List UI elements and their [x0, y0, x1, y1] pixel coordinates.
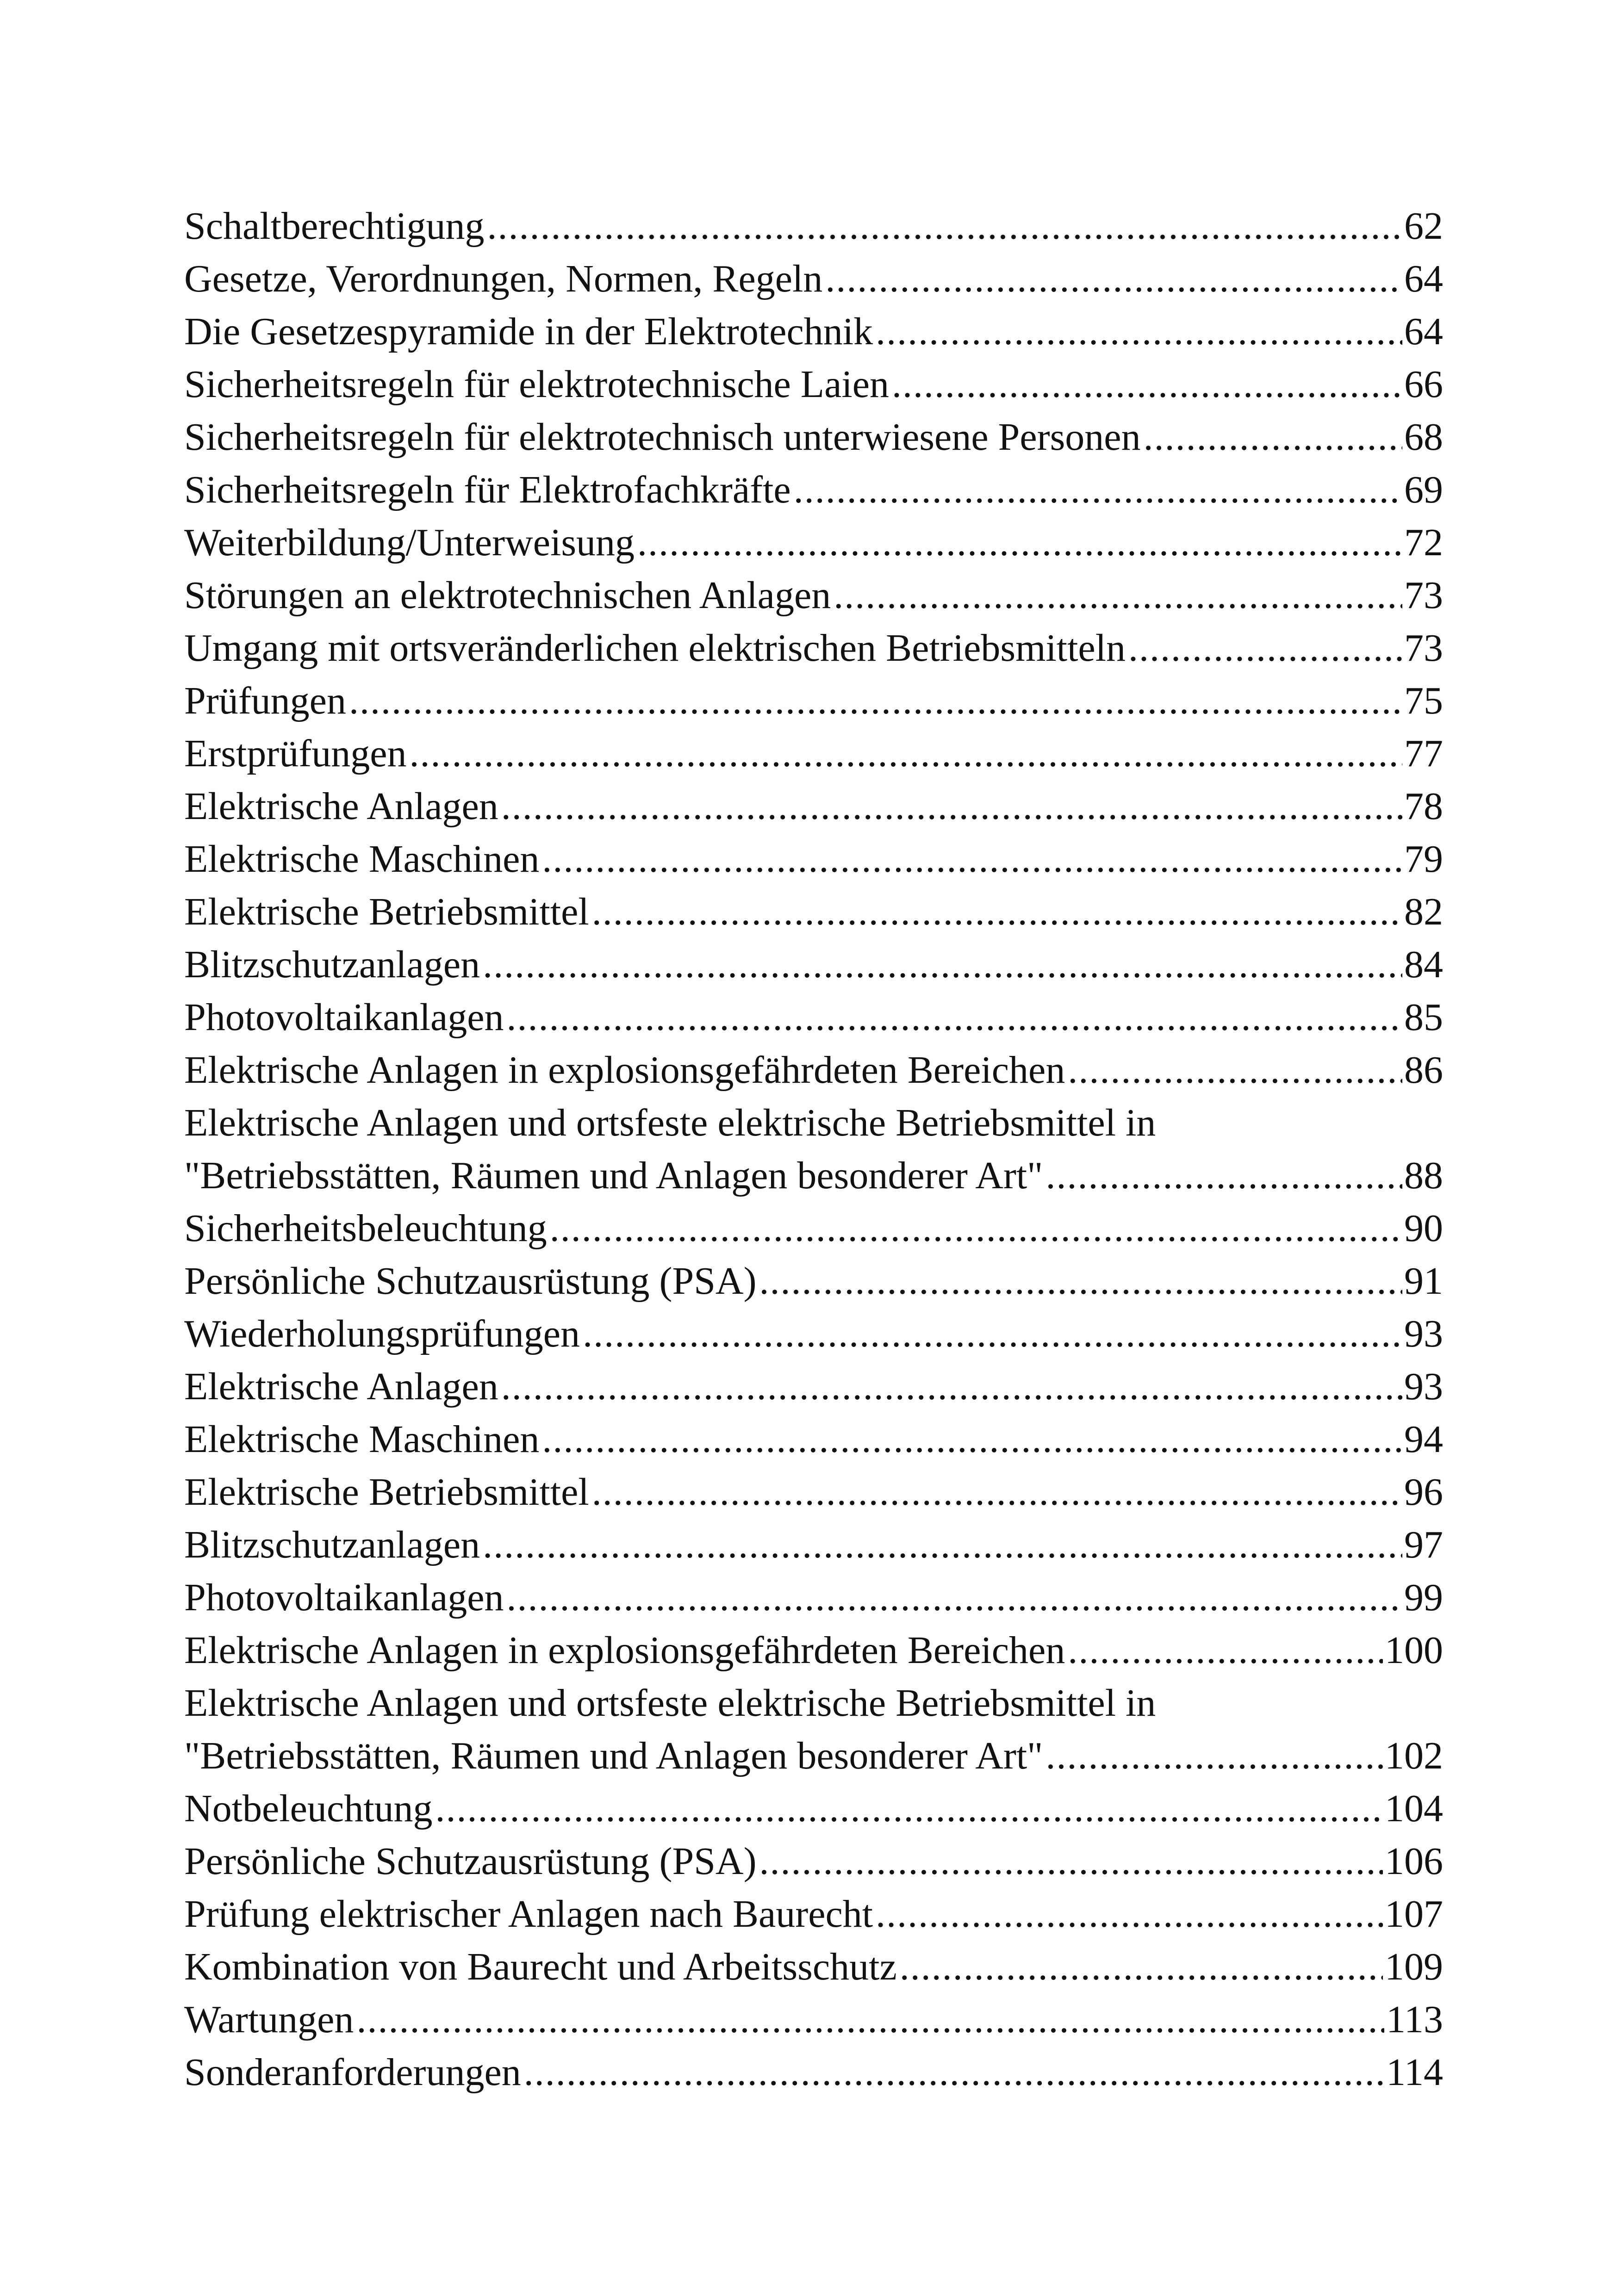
dot-leader [349, 675, 1402, 727]
toc-entry[interactable] [184, 1782, 1443, 1835]
toc-entry-title: "Betriebsstätten, Räumen und Anlagen besonderer Art" [184, 1154, 1043, 1197]
toc-entry[interactable] [184, 1097, 1443, 1202]
toc-entry-title: Elektrische Maschinen [184, 838, 540, 881]
dot-leader [825, 253, 1402, 305]
toc-entry-line [184, 727, 1443, 780]
toc-entry-line [184, 1835, 1443, 1888]
toc-entry-line [184, 411, 1443, 464]
toc-entry[interactable] [184, 1044, 1443, 1097]
toc-entry-title: Weiterbildung/Unterweisung [184, 521, 635, 564]
toc-entry-line [184, 358, 1443, 411]
toc-entry-title: Elektrische Anlagen in explosionsgefährdeten Bereichen [184, 1629, 1065, 1672]
toc-entry-page-number: 90 [1404, 1207, 1443, 1250]
toc-entry-line [184, 569, 1443, 622]
toc-entry-title: Sonderanforderungen [184, 2051, 521, 2094]
toc-entry-line [184, 1255, 1443, 1308]
toc-entry-title: Sicherheitsbeleuchtung [184, 1207, 547, 1250]
dot-leader [356, 1993, 1384, 2046]
dot-leader [759, 1835, 1383, 1888]
toc-entry-page-number: 96 [1404, 1471, 1443, 1514]
toc-entry-line [184, 305, 1443, 358]
dot-leader [501, 780, 1402, 833]
toc-entry-page-number: 94 [1404, 1418, 1443, 1461]
toc-entry-page-number: 73 [1404, 574, 1443, 617]
toc-entry[interactable] [184, 1888, 1443, 1941]
toc-entry-line [184, 780, 1443, 833]
toc-entry-page-number: 88 [1404, 1154, 1443, 1197]
toc-entry-page-number: 73 [1404, 627, 1443, 670]
dot-leader [834, 569, 1402, 622]
toc-entry-title: Persönliche Schutzausrüstung (PSA) [184, 1260, 757, 1303]
toc-entry-page-number: 91 [1404, 1260, 1443, 1303]
toc-entry-title: Sicherheitsregeln für Elektrofachkräfte [184, 468, 791, 511]
toc-entry-title: Prüfung elektrischer Anlagen nach Baurecht [184, 1893, 873, 1936]
toc-entry-line [184, 1624, 1443, 1677]
toc-entry-title: Gesetze, Verordnungen, Normen, Regeln [184, 257, 823, 300]
toc-entry-page-number: 68 [1404, 416, 1443, 459]
toc-entry-line [184, 833, 1443, 886]
toc-entry-line [184, 1730, 1443, 1782]
toc-entry-line [184, 1519, 1443, 1571]
toc-entry[interactable] [184, 1413, 1443, 1466]
toc-entry-page-number: 77 [1404, 732, 1443, 775]
toc-entry-page-number: 82 [1404, 890, 1443, 933]
dot-leader [501, 1360, 1402, 1413]
toc-entry-title: Sicherheitsregeln für elektrotechnisch unterwiesene Personen [184, 416, 1141, 459]
toc-entry[interactable] [184, 1308, 1443, 1360]
toc-entry[interactable] [184, 1624, 1443, 1677]
toc-entry[interactable] [184, 2046, 1443, 2099]
dot-leader [542, 1413, 1402, 1466]
toc-entry-page-number: 106 [1385, 1840, 1443, 1883]
toc-entry-line [184, 1888, 1443, 1941]
toc-entry-line [184, 516, 1443, 569]
toc-entry-title: Elektrische Anlagen [184, 785, 498, 828]
toc-entry[interactable] [184, 1677, 1443, 1782]
dot-leader [524, 2046, 1384, 2099]
toc-entry-page-number: 113 [1386, 1998, 1443, 2041]
dot-leader [507, 1571, 1402, 1624]
toc-entry-title: Persönliche Schutzausrüstung (PSA) [184, 1840, 757, 1883]
dot-leader [483, 938, 1402, 991]
toc-entry-title: Störungen an elektrotechnischen Anlagen [184, 574, 831, 617]
toc-entry-title: Prüfungen [184, 679, 346, 722]
toc-entry-title: "Betriebsstätten, Räumen und Anlagen besonderer Art" [184, 1734, 1043, 1777]
toc-entry-line [184, 1571, 1443, 1624]
toc-entry-line [184, 675, 1443, 727]
toc-entry-page-number: 99 [1404, 1576, 1443, 1619]
toc-entry-page-number: 69 [1404, 468, 1443, 511]
dot-leader [1045, 1149, 1402, 1202]
dot-leader [592, 886, 1402, 938]
dot-leader [759, 1255, 1402, 1308]
toc-entry-line [184, 1941, 1443, 1993]
dot-leader [1144, 411, 1402, 464]
dot-leader [876, 1888, 1383, 1941]
toc-entry-title: Blitzschutzanlagen [184, 1523, 480, 1566]
toc-entry-page-number: 78 [1404, 785, 1443, 828]
toc-entry-page-number: 85 [1404, 996, 1443, 1039]
toc-entry-title: Elektrische Betriebsmittel [184, 1471, 589, 1514]
toc-entry[interactable] [184, 1519, 1443, 1571]
toc-entry-page-number: 104 [1385, 1787, 1443, 1830]
toc-entry[interactable] [184, 886, 1443, 938]
toc-entry[interactable] [184, 1202, 1443, 1255]
toc-entry[interactable] [184, 1571, 1443, 1624]
dot-leader [507, 991, 1402, 1044]
toc-entry[interactable] [184, 622, 1443, 675]
toc-entry-title: Erstprüfungen [184, 732, 407, 775]
toc-entry-page-number: 93 [1404, 1312, 1443, 1355]
toc-entry-page-number: 109 [1385, 1945, 1443, 1988]
dot-leader [1068, 1624, 1383, 1677]
toc-entry-title: Wartungen [184, 1998, 354, 2041]
dot-leader [483, 1519, 1402, 1571]
toc-entry[interactable] [184, 516, 1443, 569]
toc-entry-line [184, 622, 1443, 675]
toc-entry-title: Elektrische Anlagen in explosionsgefährdeten Bereichen [184, 1049, 1065, 1092]
dot-leader [892, 358, 1402, 411]
toc-entry-page-number: 84 [1404, 943, 1443, 986]
toc-entry[interactable] [184, 833, 1443, 886]
toc-entry-page-number: 93 [1404, 1365, 1443, 1408]
toc-entry-line [184, 1202, 1443, 1255]
toc-entry[interactable] [184, 358, 1443, 411]
toc-entry-line [184, 464, 1443, 516]
toc-entry-title-line1: Elektrische Anlagen und ortsfeste elektrische Betriebsmittel in [184, 1101, 1156, 1144]
toc-entry[interactable] [184, 1941, 1443, 1993]
toc-entry-line [184, 991, 1443, 1044]
toc-entry-title: Elektrische Betriebsmittel [184, 890, 589, 933]
toc-entry-page-number: 79 [1404, 838, 1443, 881]
toc-entry[interactable] [184, 305, 1443, 358]
toc-entry-page-number: 107 [1385, 1893, 1443, 1936]
toc-entry-title-line1: Elektrische Anlagen und ortsfeste elektrische Betriebsmittel in [184, 1682, 1156, 1725]
toc-entry[interactable] [184, 938, 1443, 991]
toc-entry-page-number: 86 [1404, 1049, 1443, 1092]
toc-entry-title: Sicherheitsregeln für elektrotechnische Laien [184, 363, 889, 406]
toc-entry-title: Elektrische Anlagen [184, 1365, 498, 1408]
toc-entry[interactable] [184, 464, 1443, 516]
toc-entry-page-number: 64 [1404, 257, 1443, 300]
toc-entry-title: Kombination von Baurecht und Arbeitsschutz [184, 1945, 897, 1988]
toc-entry-title: Schaltberechtigung [184, 205, 485, 248]
toc-entry-line [184, 938, 1443, 991]
toc-entry-title: Notbeleuchtung [184, 1787, 433, 1830]
dot-leader [876, 305, 1402, 358]
toc-entry[interactable] [184, 1466, 1443, 1519]
toc-entry-line [184, 1308, 1443, 1360]
toc-entry[interactable] [184, 200, 1443, 253]
toc-entry-page-number: 62 [1404, 205, 1443, 248]
toc-entry-line [184, 1466, 1443, 1519]
dot-leader [900, 1941, 1383, 1993]
dot-leader [794, 464, 1402, 516]
toc-entry-line [184, 1149, 1443, 1202]
dot-leader [637, 516, 1402, 569]
toc-entry[interactable] [184, 253, 1443, 305]
toc-entry[interactable] [184, 1993, 1443, 2046]
toc-entry[interactable] [184, 569, 1443, 622]
toc-entry-page-number: 64 [1404, 310, 1443, 353]
toc-entry-page-number: 66 [1404, 363, 1443, 406]
toc-entry-title: Wiederholungsprüfungen [184, 1312, 580, 1355]
toc-entry[interactable] [184, 1835, 1443, 1888]
toc-entry-line [184, 2046, 1443, 2099]
toc-entry-line [184, 1360, 1443, 1413]
toc-entry-line [184, 886, 1443, 938]
toc-entry[interactable] [184, 675, 1443, 727]
toc-entry[interactable] [184, 1360, 1443, 1413]
toc-entry-line [184, 200, 1443, 253]
dot-leader [550, 1202, 1402, 1255]
dot-leader [487, 200, 1402, 253]
toc-entry-page-number: 72 [1404, 521, 1443, 564]
dot-leader [592, 1466, 1402, 1519]
toc-entry-title: Umgang mit ortsveränderlichen elektrischen Betriebsmitteln [184, 627, 1126, 670]
dot-leader [436, 1782, 1383, 1835]
toc-entry-line [184, 253, 1443, 305]
dot-leader [1068, 1044, 1402, 1097]
toc-entry-title: Photovoltaikanlagen [184, 1576, 504, 1619]
toc-entry-page-number: 75 [1404, 679, 1443, 722]
toc-entry-page-number: 100 [1385, 1629, 1443, 1672]
toc-entry[interactable] [184, 411, 1443, 464]
dot-leader [1045, 1730, 1383, 1782]
table-of-contents [184, 200, 1443, 2099]
dot-leader [542, 833, 1402, 886]
toc-entry-line [184, 1993, 1443, 2046]
toc-entry-title: Elektrische Maschinen [184, 1418, 540, 1461]
toc-entry-page-number: 102 [1385, 1734, 1443, 1777]
toc-entry-page-number: 114 [1386, 2051, 1443, 2094]
toc-entry-title: Die Gesetzespyramide in der Elektrotechnik [184, 310, 873, 353]
toc-entry[interactable] [184, 991, 1443, 1044]
toc-entry-page-number: 97 [1404, 1523, 1443, 1566]
toc-entry[interactable] [184, 727, 1443, 780]
toc-entry-title: Blitzschutzanlagen [184, 943, 480, 986]
toc-entry-line [184, 1413, 1443, 1466]
toc-entry-line [184, 1782, 1443, 1835]
toc-entry-title: Photovoltaikanlagen [184, 996, 504, 1039]
dot-leader [410, 727, 1402, 780]
toc-entry[interactable] [184, 780, 1443, 833]
dot-leader [583, 1308, 1402, 1360]
toc-entry[interactable] [184, 1255, 1443, 1308]
dot-leader [1128, 622, 1402, 675]
toc-entry-line [184, 1044, 1443, 1097]
